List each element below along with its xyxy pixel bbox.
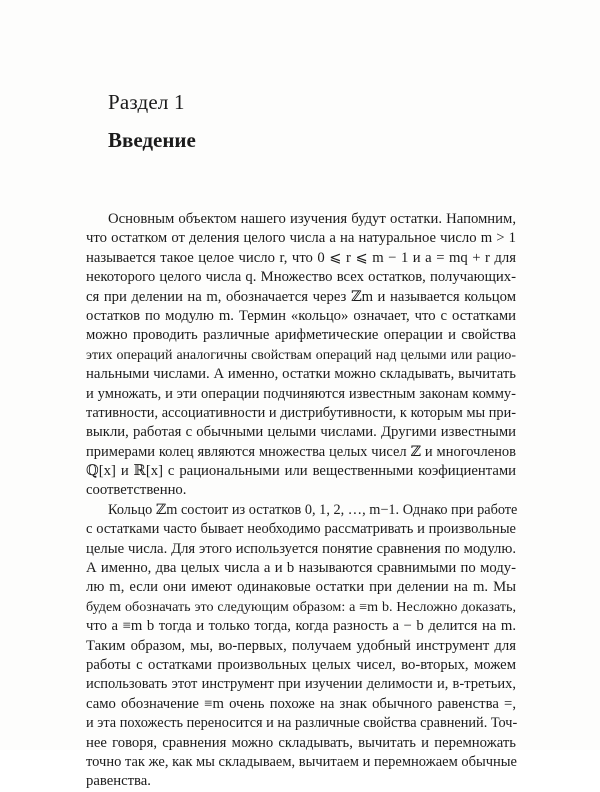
- text-line: нее говоря, сравнения можно складывать, вычитать и перемножать: [86, 734, 516, 751]
- paragraph-2: [86, 501, 516, 792]
- text-line: что a ≡m b тогда и только тогда, когда разность a − b делится на m.: [86, 618, 516, 635]
- text-line: использовать этот инструмент при изучении делимости и, в-третьих,: [86, 676, 516, 693]
- paragraph-1: [86, 210, 516, 501]
- text-line: ся при делении на m, обозначается через ℤm и называется кольцом: [86, 288, 516, 305]
- text-line: А именно, два целых числа a и b называются сравнимыми по моду-: [86, 560, 516, 577]
- text-line: лю m, если они имеют одинаковые остатки при делении на m. Мы: [86, 579, 516, 596]
- section-number: Раздел 1: [108, 90, 185, 114]
- text-line: Кольцо ℤm состоит из остатков 0, 1, 2, …, m−1. Однако при работе: [108, 501, 518, 518]
- text-line: называется такое целое число r, что 0 ⩽ r ⩽ m − 1 и a = mq + r для: [86, 249, 516, 266]
- text-line: равенства.: [86, 773, 151, 790]
- text-line: нальными числами. А именно, остатки можно складывать, вычитать: [86, 366, 516, 383]
- text-line: ℚ[x] и ℝ[x] с рациональными или вещественными коэфициентами: [86, 463, 516, 480]
- text-line: и умножать, и эти операции подчиняются известным законам комму-: [86, 385, 516, 402]
- text-line: точно так же, как мы складываем, вычитаем и перемножаем обычные: [86, 753, 517, 770]
- body-text: [86, 210, 516, 792]
- text-line: с остатками часто бывает необходимо рассматривать и произвольные: [86, 521, 516, 538]
- text-line: целые числа. Для этого используется понятие сравнения по модулю.: [86, 540, 516, 557]
- text-line: можно проводить различные арифметические операции и свойства: [86, 327, 516, 344]
- text-line: Таким образом, мы, во-первых, получаем удобный инструмент для: [86, 637, 516, 654]
- text-line: остатков по модулю m. Термин «кольцо» означает, что с остатками: [86, 307, 516, 324]
- text-line: Основным объектом нашего изучения будут остатки. Напомним,: [108, 211, 516, 227]
- text-line: будем обозначать это следующим образом: a ≡m b. Несложно доказать,: [86, 598, 516, 615]
- text-line: работы с остатками произвольных целых чисел, во-вторых, можем: [86, 656, 516, 673]
- text-line: некоторого целого числа q. Множество всех остатков, получающих-: [86, 269, 516, 286]
- text-line: выкли, работая с обычными целыми числами. Другими известными: [86, 424, 516, 441]
- text-line: само обозначение ≡m очень похоже на знак обычного равенства =,: [86, 695, 516, 712]
- text-line: примерами колец являются множества целых чисел ℤ и многочленов: [86, 443, 516, 460]
- text-line: соответственно.: [86, 482, 187, 499]
- text-line: что остатком от деления целого числа a на натуральное число m > 1: [86, 230, 516, 247]
- text-line: тативности, ассоциативности и дистрибутивности, к которым мы при-: [86, 404, 516, 421]
- section-title: Введение: [108, 128, 196, 152]
- text-line: и эта похожесть переносится и на различные свойства сравнений. Точ-: [86, 715, 518, 732]
- text-line: этих операций аналогичны свойствам операций над целыми или рацио-: [86, 347, 516, 363]
